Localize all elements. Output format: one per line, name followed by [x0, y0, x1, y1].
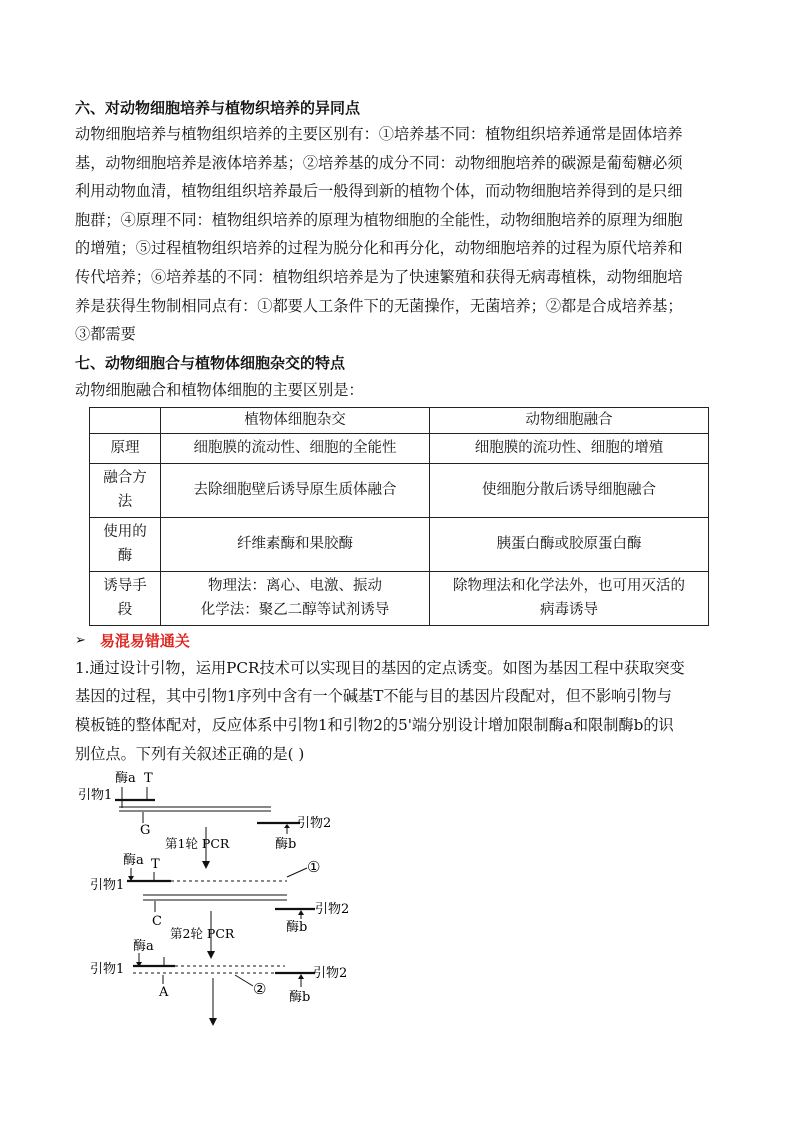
question-line: 1.通过设计引物，运用PCR技术可以实现目的基因的定点诱变。如图为基因工程中获取突变 [75, 658, 685, 677]
plant-cell: 物理法：离心、电激、振动 化学法：聚乙二醇等试剂诱导 [161, 571, 430, 625]
pointer-line [287, 868, 307, 877]
primer1-label: 引物1 [90, 962, 125, 977]
base-g-label: G [140, 823, 151, 838]
section7-heading: 七、动物细胞合与植物体细胞杂交的特点 [75, 353, 346, 372]
row-label: 诱导手 段 [90, 571, 161, 625]
question-line: 别位点。下列有关叙述正确的是( ) [75, 744, 305, 763]
base-a-label: A [159, 985, 169, 1000]
enzyme-b-label: 酶b [275, 837, 297, 852]
section6-line: 动物细胞培养与植物组织培养的主要区别有：①培养基不同：植物组织培养通常是固体培养 [75, 125, 683, 143]
table-header-cell: 植物体细胞杂交 [161, 407, 430, 433]
question-line: 模板链的整体配对，反应体系中引物1和引物2的5'端分别设计增加限制酶a和限制酶b的识 [75, 715, 674, 734]
comparison-table [89, 407, 709, 626]
arrow-bullet-icon: ➢ [75, 633, 86, 649]
tip-title: 易混易错通关 [99, 632, 190, 651]
plant-cell: 纤维素酶和果胶酶 [161, 517, 430, 571]
document-page [75, 96, 725, 768]
base-c-label: C [152, 914, 162, 929]
pointer-line [235, 975, 253, 986]
enzyme-b-label: 酶b [286, 920, 308, 935]
base-t-label: T [144, 771, 153, 786]
animal-cell: 胰蛋白酶或胶原蛋白酶 [430, 517, 709, 571]
arrowhead [298, 910, 304, 915]
plant-cell: 细胞膜的流动性、细胞的全能性 [161, 433, 430, 463]
arrowhead [209, 1018, 217, 1026]
table-header-row [90, 407, 709, 433]
enzyme-a-label: 酶a [123, 853, 144, 868]
table-row [90, 463, 709, 517]
plant-cell: 去除细胞壁后诱导原生质体融合 [161, 463, 430, 517]
primer1-label: 引物1 [78, 788, 113, 803]
primer2-label: 引物2 [313, 966, 348, 981]
table-header-cell: 动物细胞融合 [430, 407, 709, 433]
round1-label: 第1轮 PCR [165, 836, 230, 851]
enzyme-b-label: 酶b [289, 990, 311, 1005]
section6-line: 胞群；④原理不同：植物组织培养的原理为植物细胞的全能性，动物细胞培养的原理为细胞 [75, 210, 683, 229]
section6-line: ③都需要 [75, 325, 136, 344]
enzyme-a-label: 酶a [133, 939, 154, 954]
table-row [90, 433, 709, 463]
mark-2-label: ② [253, 980, 267, 998]
enzyme-a-label: 酶a [115, 771, 136, 786]
animal-cell: 细胞膜的流功性、细胞的增殖 [430, 433, 709, 463]
section6-heading: 六、对动物细胞培养与植物织培养的异同点 [75, 99, 361, 117]
section6-line: 利用动物血清，植物组组织培养最后一般得到新的植物个体，而动物细胞培养得到的是只细 [75, 182, 683, 201]
question-line: 基因的过程，其中引物1序列中含有一个碱基T不能与目的基因片段配对，但不影响引物与 [75, 687, 672, 706]
table-row [90, 571, 709, 625]
arrowhead [202, 861, 210, 869]
base-t-label: T [151, 857, 160, 872]
primer2-label: 引物2 [297, 816, 332, 831]
section6-body [75, 120, 725, 349]
section6-line: 基，动物细胞培养是液体培养基；②培养基的成分不同：动物细胞培养的碳源是葡萄糖必须 [75, 153, 683, 172]
tip-section [75, 628, 725, 654]
row-label: 使用的 酶 [90, 517, 161, 571]
table-header-cell [90, 407, 161, 433]
primer1-label: 引物1 [90, 878, 125, 893]
row-label: 原理 [90, 433, 161, 463]
section6-line: 传代培养；⑥培养基的不同：植物组织培养是为了快速繁殖和获得无病毒植株，动物细胞培 [75, 267, 683, 286]
section6-line: 养是获得生物制相同点有：①都要人工条件下的无菌操作，无菌培养；②都是合成培养基； [75, 296, 683, 315]
primer2-label: 引物2 [315, 902, 350, 917]
row-label: 融合方 法 [90, 463, 161, 517]
animal-cell: 使细胞分散后诱导细胞融合 [430, 463, 709, 517]
arrowhead [207, 951, 215, 959]
mark-1-label: ① [307, 858, 321, 876]
arrowhead [284, 824, 290, 828]
question-body [75, 654, 725, 768]
round2-label: 第2轮 PCR [170, 926, 235, 941]
table-row [90, 517, 709, 571]
section7-intro: 动物细胞融合和植物体细胞的主要区别是： [75, 380, 364, 399]
animal-cell: 除物理法和化学法外，也可用灭活的 病毒诱导 [430, 571, 709, 625]
arrowhead [298, 974, 304, 979]
section6-line: 的增殖；⑤过程植物组织培养的过程为脱分化和再分化，动物细胞培养的过程为原代培养和 [75, 239, 683, 258]
pcr-mutation-diagram [75, 768, 375, 1030]
